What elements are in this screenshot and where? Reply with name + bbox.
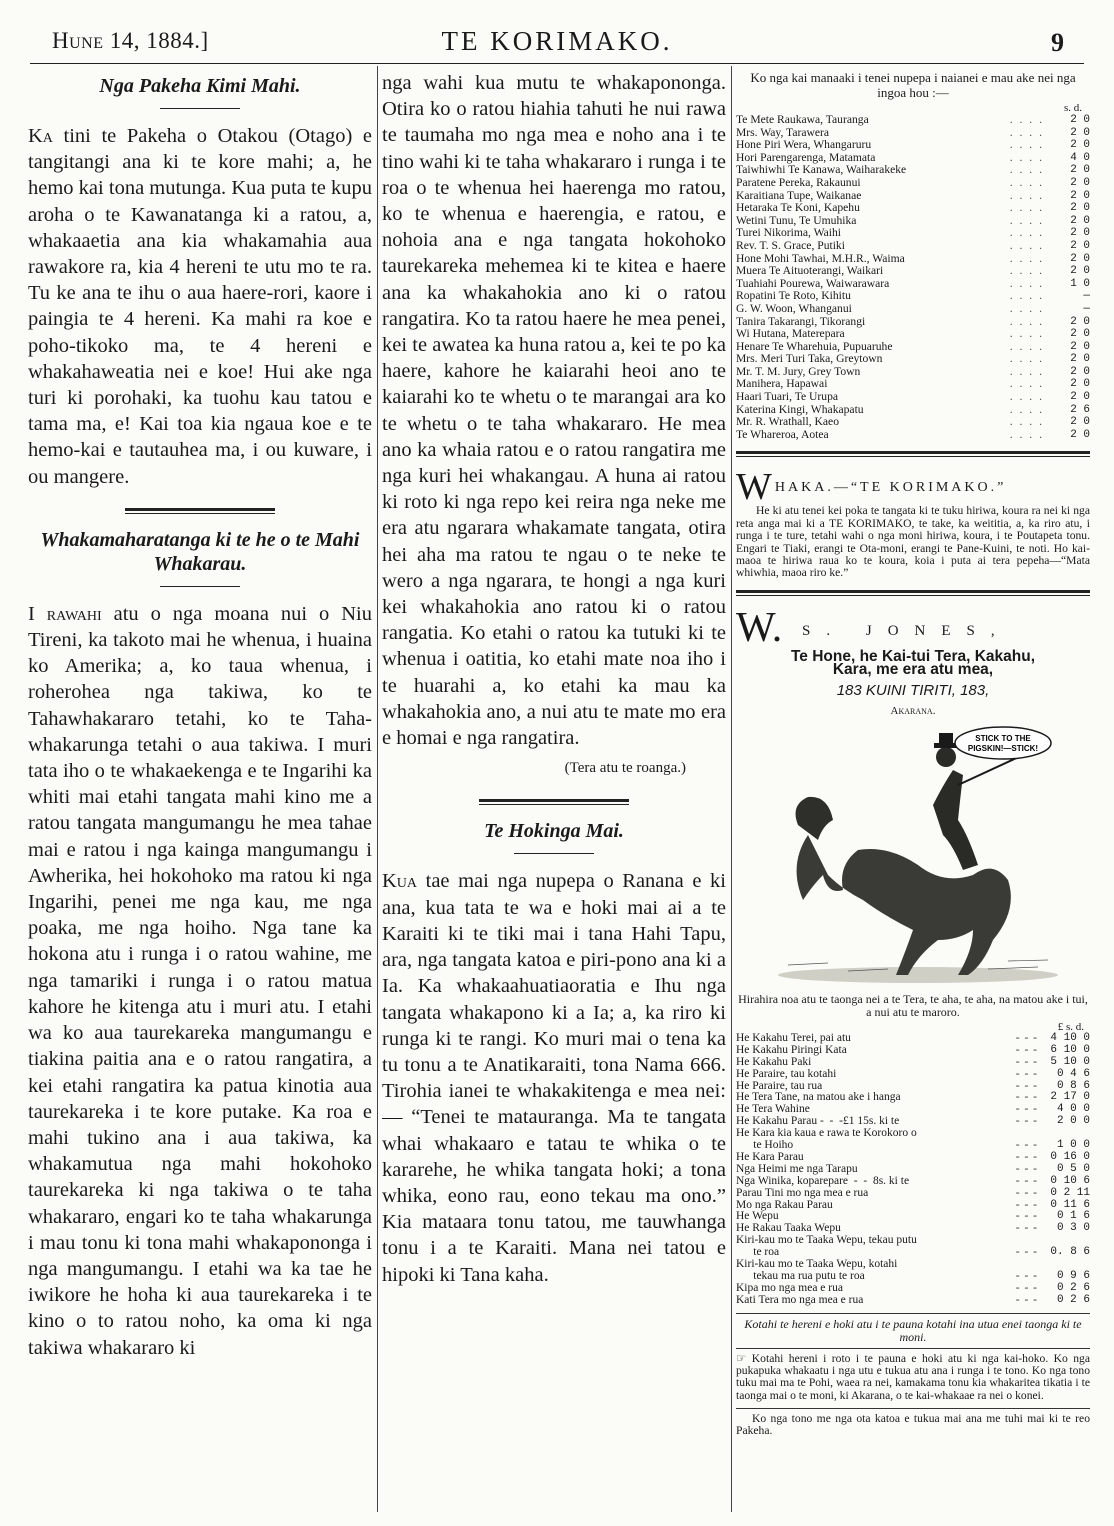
price-item: Kati Tera mo nga mea e rua xyxy=(736,1293,864,1306)
speech-bubble xyxy=(955,727,1051,759)
leader-dashes: - - - xyxy=(1015,1162,1038,1175)
subscriber-amount: — xyxy=(1083,302,1090,315)
drop-word: Ka xyxy=(28,125,53,147)
price-intro: Hirahira noa atu te taonga nei a te Tera, te aha, te aha, na matou ake i tui, a nui atu te maroro. xyxy=(738,991,1088,1019)
price-item: He Kara Parau xyxy=(736,1150,804,1163)
subscriber-amount: 2 0 xyxy=(1070,126,1090,139)
leader-dots: . . . . xyxy=(1009,150,1044,164)
leader-dots: . . . . xyxy=(1009,364,1044,378)
price-item: He Kakahu Piringi Kata xyxy=(736,1043,847,1056)
leader-dots: . . . . xyxy=(1009,402,1044,416)
leader-dashes: - - - xyxy=(1015,1293,1038,1306)
issue-date: Hune 14, 1884.] xyxy=(52,28,209,53)
price-item: te Hoiho xyxy=(736,1139,794,1152)
subscriber-name: Mrs. Meri Turi Taka, Greytown xyxy=(736,352,883,366)
leader-dots: . . . . xyxy=(1009,238,1044,252)
subscriber-name: Hetaraka Te Koni, Kapehu xyxy=(736,201,860,215)
leader-dots: . . . . xyxy=(1009,175,1044,189)
leader-dots: . . . . xyxy=(1009,276,1044,290)
table-row xyxy=(736,177,1090,190)
leader-dashes: - - - xyxy=(1015,1210,1038,1223)
subscriber-name: Mrs. Way, Tarawera xyxy=(736,125,830,139)
table-row xyxy=(736,1188,1090,1200)
newspaper-title: TE KORIMAKO. xyxy=(441,26,673,56)
table-row xyxy=(736,1069,1090,1081)
address: 183 KUINI TIRITI, 183, xyxy=(836,681,990,699)
leader-dashes: - - - xyxy=(1015,1043,1038,1056)
currency-header: s. d. xyxy=(1063,102,1082,114)
subscriber-amount: 4 0 xyxy=(1070,151,1090,164)
price-item: He Paraire, tau rua xyxy=(736,1079,823,1092)
leader-dashes: - - - xyxy=(1015,1067,1038,1080)
subscriber-amount: 2 0 xyxy=(1070,189,1090,202)
subscribers-table xyxy=(736,114,1090,441)
price-amount: 0 10 6 xyxy=(1050,1174,1090,1187)
advertiser-rest: S. JONES, xyxy=(802,622,1011,639)
table-row xyxy=(736,1295,1090,1307)
price-item: Nga Winika, koparepare - - 8s. ki te xyxy=(736,1174,910,1187)
subscriber-name: Hone Mohi Tawhai, M.H.R., Waima xyxy=(736,251,905,265)
price-item: Nga Heimi me nga Tarapu xyxy=(736,1162,858,1175)
leader-dots: . . . . xyxy=(1009,251,1044,265)
table-row xyxy=(736,429,1090,442)
subscriber-name: Tanira Takarangi, Tikorangi xyxy=(736,314,866,328)
leader-dashes: - - - xyxy=(1015,1031,1038,1044)
leader-dashes: - - - xyxy=(1015,1198,1038,1211)
leader-dashes: - - - xyxy=(1015,1281,1038,1294)
article-heading: Te Hokinga Mai. xyxy=(484,820,624,843)
subscriber-amount: 2 0 xyxy=(1070,139,1090,152)
leader-dashes: - - - xyxy=(1015,1174,1038,1187)
subscriber-amount: 2 0 xyxy=(1070,164,1090,177)
price-amount: 0 11 6 xyxy=(1050,1198,1090,1211)
table-row xyxy=(736,1045,1090,1057)
subscriber-name: Muera Te Aituoterangi, Waikari xyxy=(736,264,884,278)
table-row xyxy=(736,1164,1090,1176)
leader-dashes: - - - xyxy=(1015,1222,1038,1235)
price-item: He Kakahu Terei, pai atu xyxy=(736,1031,851,1044)
heading-rule xyxy=(160,586,240,587)
subscriber-name: Taiwhiwhi Te Kanawa, Waiharakeke xyxy=(736,163,907,177)
ad-heading xyxy=(736,465,1090,509)
subscriber-name: Te Mete Raukawa, Tauranga xyxy=(736,113,869,126)
table-row xyxy=(736,240,1090,253)
leader-dots: . . . . xyxy=(1009,427,1044,441)
table-row xyxy=(736,328,1090,341)
price-item: He Kara kia kaua e rawa te Korokoro o xyxy=(736,1127,917,1140)
price-item: He Wepu xyxy=(736,1210,779,1223)
leader-dots: . . . . xyxy=(1009,314,1044,328)
price-item: tekau ma rua putu te roa xyxy=(736,1270,865,1282)
subscriber-amount: 2 0 xyxy=(1070,340,1090,353)
drop-word: Kua xyxy=(382,870,418,893)
subscriber-name: Rev. T. S. Grace, Putiki xyxy=(736,238,845,252)
price-amount: 0 2 6 xyxy=(1056,1293,1090,1306)
article-paragraph: nga wahi kua mutu te whakapononga. Otira ko o ratou hiahia tahuti he nui rawa te taumaha mo nga mea e noho ana i te tino wahi ki te taha whakararo i runga i te roa o te whenua hei haerenga mo ratou, ko te whenua e haerengia, e ratou, e nohoia ana e nga tangata hokohoko taurekareka mehemea ki te kitea e haere ana ka whakahokia ano ki o ratou rangatira. Ko ta ratou haere he mea penei, kei te awatea ka huna ratou a, kei te po ka haere, kahore he kaiarahi heoi ano te kaiarahi ko te whetu o te marangai ara ko te whetu o te taha whakararo. He mea ano ka whaia ratou e o ratou rangatira me nga kuri hei whakangau. A huna ai ratou ki roto ki nga repo kei reira nga neke me era atu ngarara whakamate tangata, otira hei aha ma ratou te ngau o te neke te wero a nga ngarara, te hongi a nga kuri kei whakahokia ano ratou ki o ratou rangatia. Ko etahi o ratou ka tutuki ki te whenua i oatitia, ko etahi mate noa iho i te huarahi a, ko etahi ka mau ka whakahokia ano, a nui atu te mate mo era e homai e nga rangatira. xyxy=(382,72,726,750)
leader-dashes: - - - xyxy=(1015,1103,1038,1116)
subscriber-name: Turei Nikorima, Waihi xyxy=(736,226,842,240)
price-amount: 0 4 6 xyxy=(1056,1067,1090,1080)
price-item: He Kakahu Parau - - -£1 15s. ki te xyxy=(736,1115,900,1128)
leader-dashes: - - - xyxy=(1015,1091,1038,1104)
subscriber-amount: 2 0 xyxy=(1070,265,1090,278)
masthead xyxy=(30,16,1084,66)
article-text: tae mai nga nupepa o Ranana e ki ana, kua tata te wa e hoki mai ai a te Karaiti ki te tiki mai i tana Hahi Tapu, ara, nga tangata katoa e piri-pono ana ki a Ia. Ka whakaahuatiaoratia e Ihu nga tangata whakapono ki a Ia; a, ka riro ki runga ki te rangi. Ko muri mai o tena ka tu tonu a te Anatikaraiti, tona Nama 666. Tirohia ianei te whakakitenga e mea nei:— “Tenei te matauranga. Ma te tangata whai whakaaro e tatau te whika o te kararehe, he whika tangata hoki; a tona whika, eono rau, eono tekau ma ono.” Kia mataara tonu tatou, me tauwhanga tonu i a te Karaiti. Mana nei tatou e hipoki ki Tana kaha. xyxy=(382,870,726,1286)
leader-dots: . . . . xyxy=(1009,352,1044,366)
currency-header: £ s. d. xyxy=(1057,1020,1084,1033)
column-3 xyxy=(736,70,1090,1438)
leader-dashes: - - - xyxy=(1015,1150,1038,1163)
horse-rider-illustration xyxy=(768,725,1058,987)
price-item: He Tera Tane, na matou ake i hanga xyxy=(736,1091,901,1104)
subscriber-amount: 2 0 xyxy=(1070,353,1090,366)
leader-dots: . . . . xyxy=(1009,201,1044,215)
price-list-table xyxy=(736,1033,1090,1307)
price-amount: 1 0 0 xyxy=(1056,1139,1090,1152)
page-number: 9 xyxy=(1051,28,1064,57)
subscriber-amount: 2 0 xyxy=(1070,176,1090,189)
article-text: tini te Pakeha o Otakou (Otago) e tangitangi ana ki te kore mahi; a, he hemo kai tona mutunga. Kua puta te kupu aroha o te Kawanatanga ki a ratou, a, whakaaetia ana kia whakamahia aua rawakore ra, kia 4 hereni te utu mo te ra. Tu ke ana te ihu o aua haere-rori, kaore i paingia te 4 hereni. Ka mahi ra koe e poho-tikoko ma, te 4 hereni e whakahaweatia nei e koe! Hui ake nga turi ki porohaki, ka tuohu kau tatou e tama ma, e! Kai toa kia ngaua koe e te hemo-kai e tautauhea ma, i ou kuware, i ou mangere. xyxy=(28,125,372,488)
leader-dots: . . . . xyxy=(1009,390,1044,404)
price-amount: 0. 8 6 xyxy=(1050,1246,1090,1259)
subscriber-amount: — xyxy=(1083,290,1090,303)
subscriber-amount: 2 0 xyxy=(1070,365,1090,378)
subscriber-amount: 2 0 xyxy=(1070,391,1090,404)
subscriber-amount: 2 0 xyxy=(1070,416,1090,429)
table-row xyxy=(736,1057,1090,1069)
subscriber-name: Katerina Kingi, Whakapatu xyxy=(736,402,864,416)
subscriber-name: Manihera, Hapawai xyxy=(736,377,828,391)
price-amount: 4 0 0 xyxy=(1056,1103,1090,1116)
subscriber-amount: 2 0 xyxy=(1070,315,1090,328)
town: Akarana. xyxy=(890,704,936,717)
leader-dots: . . . . xyxy=(1009,301,1044,315)
language-note: Ko nga tono me nga ota katoa e tukua mai ana me tuhi mai ki te reo Pakeha. xyxy=(736,1408,1090,1438)
price-amount: 0 16 0 xyxy=(1050,1150,1090,1163)
section-divider xyxy=(125,508,275,514)
subscriber-name: Ropatini Te Roto, Kihitu xyxy=(736,289,851,303)
drop-word: I rawahi xyxy=(28,602,102,625)
bubble-line-2: PIGSKIN!—STICK! xyxy=(967,743,1039,753)
trade-line: Te Hone, he Kai-tui Tera, Kakahu, xyxy=(790,647,1036,665)
price-amount: 0 1 6 xyxy=(1056,1210,1090,1223)
subscriber-name: Wetini Tunu, Te Umuhika xyxy=(736,213,857,227)
leader-dashes: - - - xyxy=(1015,1115,1038,1128)
subscriber-name: Karaitiana Tupe, Waikanae xyxy=(736,188,862,202)
leader-dashes: - - - xyxy=(1015,1186,1038,1199)
leader-dots: . . . . xyxy=(1009,264,1044,278)
advertiser-name xyxy=(736,604,1090,652)
initial-letter: W xyxy=(736,466,775,509)
price-amount: 0 2 6 xyxy=(1056,1281,1090,1294)
article-text: atu o nga moana nui o Niu Tireni, ka takoto mai he whenua, i huaina ko Amerika; a, ko taua whenua, i roherohea nga takiwa, ko te Tahawhakararo tetahi, ko te Taha-whakarunga tetahi o aua takiwa. I muri tata iho o te whakaekenga e te Ingarihi ka whiti mai etahi tangata mahi kino me a ratou tangata mangumangu he mea tahae mai e ratou i nga kainga mangumangu i Awherika, hei hokohoko ma ratou ki nga Ingarihi, penei me nga kau, me nga poaka, me nga hoiho. Nga tane ka hokona atu i runga i o ratou wahine, me nga tamariki i runga i o ratou matua kahore he kitenga atu i muri atu. I etahi wa ko aua taurekareka mangumangu e tiakina paitia ana e o ratou rangatira, a kei etahi rangatira ka patua kinotia aua taurekareka i te kore putake. Ka roa e mahi tukino ana i aua takiwa, ka whakamutua nga mahi hokohoko taurekareka ki nga takiwa o te taha whakararo, engari ko te taha whakarunga i mau tonu ki tona mahi whakapononga i nga mangumangu. I etahi wa ka tae he iwikore he hoha ki aua taurekareka i te kino o to ratou noho, ka oma ki nga takiwa whakararo ki xyxy=(28,602,372,1359)
section-divider xyxy=(736,590,1090,596)
bubble-line-1: STICK TO THE xyxy=(975,733,1031,743)
subscriber-name: Wi Hutana, Materepara xyxy=(736,327,845,341)
column-divider xyxy=(377,66,378,1512)
ad-title-text: HAKA.—“TE KORIMAKO.” xyxy=(774,480,1007,496)
ordering-note: ☞ Kotahi hereni i roto i te pauna e hoki atu ki nga kai-hoko. Ko nga pukapuka whakaatu i nga utu e tukua atu ana i runga i te tono. Ko nga tono tuku mai ma te Pohi, waea ra nei, kamakama tonu kia whakaritea tikatia i te taonga mai o te moni, ki Akarana, o te kai-whakaae ra nei o konei. xyxy=(736,1348,1090,1402)
leader-dots: . . . . xyxy=(1009,213,1044,227)
column-2 xyxy=(382,70,726,1288)
subscriber-name: G. W. Woon, Whanganui xyxy=(736,301,852,315)
leader-dots: . . . . xyxy=(1009,113,1044,126)
article-heading: Nga Pakeha Kimi Mahi. xyxy=(99,75,301,97)
leader-dots: . . . . xyxy=(1009,138,1044,152)
ad-body: He ki atu tenei kei poka te tangata ki te tuku hiriwa, koura ra nei ki nga reta anga mai ki a TE KORIMAKO, te take, ka weititia, a, ka riro atu, i runga i te ture, tetahi wahi o nga moni hiriwa, koura, i te Poutapeta tonu. Engari te Tiaki, erangi te Ota-moni, erangi te Pane-Kuini, te noti. Ho kai-maoa te hiriwa raua ko te koura, koia i puta ai tera pepeha—“Mata whiwhia, maoa riro ke.” xyxy=(736,504,1090,580)
trade-line: Kara, me era atu mea, xyxy=(832,660,994,678)
article-paragraph xyxy=(28,123,372,490)
price-amount: 0 3 0 xyxy=(1056,1222,1090,1235)
price-item: Kipa mo nga mea e rua xyxy=(736,1281,843,1294)
table-row xyxy=(736,303,1090,316)
initial-letter: W. xyxy=(736,604,783,651)
price-amount: 2 17 0 xyxy=(1050,1091,1090,1104)
table-row xyxy=(736,391,1090,404)
table-row xyxy=(736,416,1090,429)
leader-dashes: - - - xyxy=(1015,1246,1038,1259)
price-amount: 2 0 0 xyxy=(1056,1115,1090,1128)
subscriber-amount: 2 0 xyxy=(1070,378,1090,391)
price-amount: 0 9 6 xyxy=(1056,1270,1090,1282)
leader-dots: . . . . xyxy=(1009,188,1044,202)
price-amount: 0 5 0 xyxy=(1056,1162,1090,1175)
jones-advertisement xyxy=(736,604,1090,987)
table-row xyxy=(736,114,1090,127)
subscriber-name: Tuahiahi Pourewa, Waiwarawara xyxy=(736,276,890,290)
subscriber-name: Haari Tuari, Te Urupa xyxy=(736,390,839,404)
subscriber-amount: 2 0 xyxy=(1070,252,1090,265)
table-row xyxy=(736,353,1090,366)
price-item: He Rakau Taaka Wepu xyxy=(736,1222,841,1235)
discount-note: Kotahi te hereni e hoki atu i te pauna kotahi ina utua enei taonga ki te moni. xyxy=(736,1313,1090,1344)
article-paragraph xyxy=(28,601,372,1361)
price-item: Parau Tini mo nga mea e rua xyxy=(736,1186,869,1199)
subscriber-name: Hone Piri Wera, Whangaruru xyxy=(736,138,872,152)
article-heading: Whakamaharatanga ki te he o te Mahi Whakarau. xyxy=(40,528,360,575)
table-row xyxy=(736,202,1090,215)
table-row xyxy=(736,1176,1090,1188)
price-item: He Paraire, tau kotahi xyxy=(736,1067,837,1080)
leader-dots: . . . . xyxy=(1009,125,1044,139)
table-row xyxy=(736,1033,1090,1045)
price-item: He Kakahu Paki xyxy=(736,1055,812,1068)
price-amount: 0 2 11 xyxy=(1050,1186,1090,1199)
price-amount: 5 10 0 xyxy=(1050,1055,1090,1068)
leader-dots: . . . . xyxy=(1009,163,1044,177)
subscribers-intro: Ko nga kai manaaki i tenei nupepa i naianei e mau ake nei nga ingoa hou :— xyxy=(750,70,1076,100)
price-amount: 0 8 6 xyxy=(1056,1079,1090,1092)
table-row xyxy=(736,139,1090,152)
price-item: Mo nga Rakau Parau xyxy=(736,1198,833,1211)
leader-dashes: - - - xyxy=(1015,1139,1038,1152)
article-paragraph xyxy=(382,868,726,1287)
subscriber-amount: 2 0 xyxy=(1070,239,1090,252)
subscriber-amount: 2 6 xyxy=(1070,403,1090,416)
subscriber-name: Hori Parengarenga, Matamata xyxy=(736,150,876,164)
section-divider xyxy=(736,451,1090,457)
section-divider xyxy=(479,799,629,805)
price-item: Kiri-kau mo te Taaka Wepu, tekau putu xyxy=(736,1234,917,1247)
leader-dots: . . . . xyxy=(1009,226,1044,240)
subscriber-amount: 2 0 xyxy=(1070,202,1090,215)
leader-dashes: - - - xyxy=(1015,1079,1038,1092)
subscriber-name: Mr. R. Wrathall, Kaeo xyxy=(736,415,839,429)
subscriber-amount: 2 0 xyxy=(1070,214,1090,227)
leader-dots: . . . . xyxy=(1009,327,1044,341)
subscriber-amount: 2 0 xyxy=(1070,328,1090,341)
leader-dashes: - - - xyxy=(1015,1270,1038,1282)
table-row xyxy=(736,265,1090,278)
price-amount: 4 10 0 xyxy=(1050,1031,1090,1044)
subscriber-amount: 2 0 xyxy=(1070,428,1090,441)
leader-dots: . . . . xyxy=(1009,339,1044,353)
bucking-horse-image xyxy=(768,725,1058,987)
leader-dots: . . . . xyxy=(1009,415,1044,429)
header-rule xyxy=(30,63,1084,64)
leader-dots: . . . . xyxy=(1009,377,1044,391)
heading-rule xyxy=(514,853,594,854)
subscriber-amount: 1 0 xyxy=(1070,277,1090,290)
subscriber-name: Te Whareroa, Aotea xyxy=(736,427,829,441)
column-1 xyxy=(28,70,372,1361)
leader-dashes: - - - xyxy=(1015,1055,1038,1068)
price-amount: 6 10 0 xyxy=(1050,1043,1090,1056)
price-item: te roa xyxy=(736,1246,780,1259)
subscriber-amount: 2 0 xyxy=(1070,114,1090,126)
subscriber-name: Henare Te Wharehuia, Pupuaruhe xyxy=(736,339,893,353)
price-item: Kiri-kau mo te Taaka Wepu, kotahi xyxy=(736,1258,898,1271)
column-divider xyxy=(731,66,732,1512)
subscriber-amount: 2 0 xyxy=(1070,227,1090,240)
continued-note: (Tera atu te roanga.) xyxy=(564,760,686,777)
leader-dots: . . . . xyxy=(1009,289,1044,303)
price-item: He Tera Wahine xyxy=(736,1103,810,1116)
heading-rule xyxy=(160,108,240,109)
subscriber-name: Mr. T. M. Jury, Grey Town xyxy=(736,364,861,378)
subscriber-name: Paratene Pereka, Rakaunui xyxy=(736,175,861,189)
